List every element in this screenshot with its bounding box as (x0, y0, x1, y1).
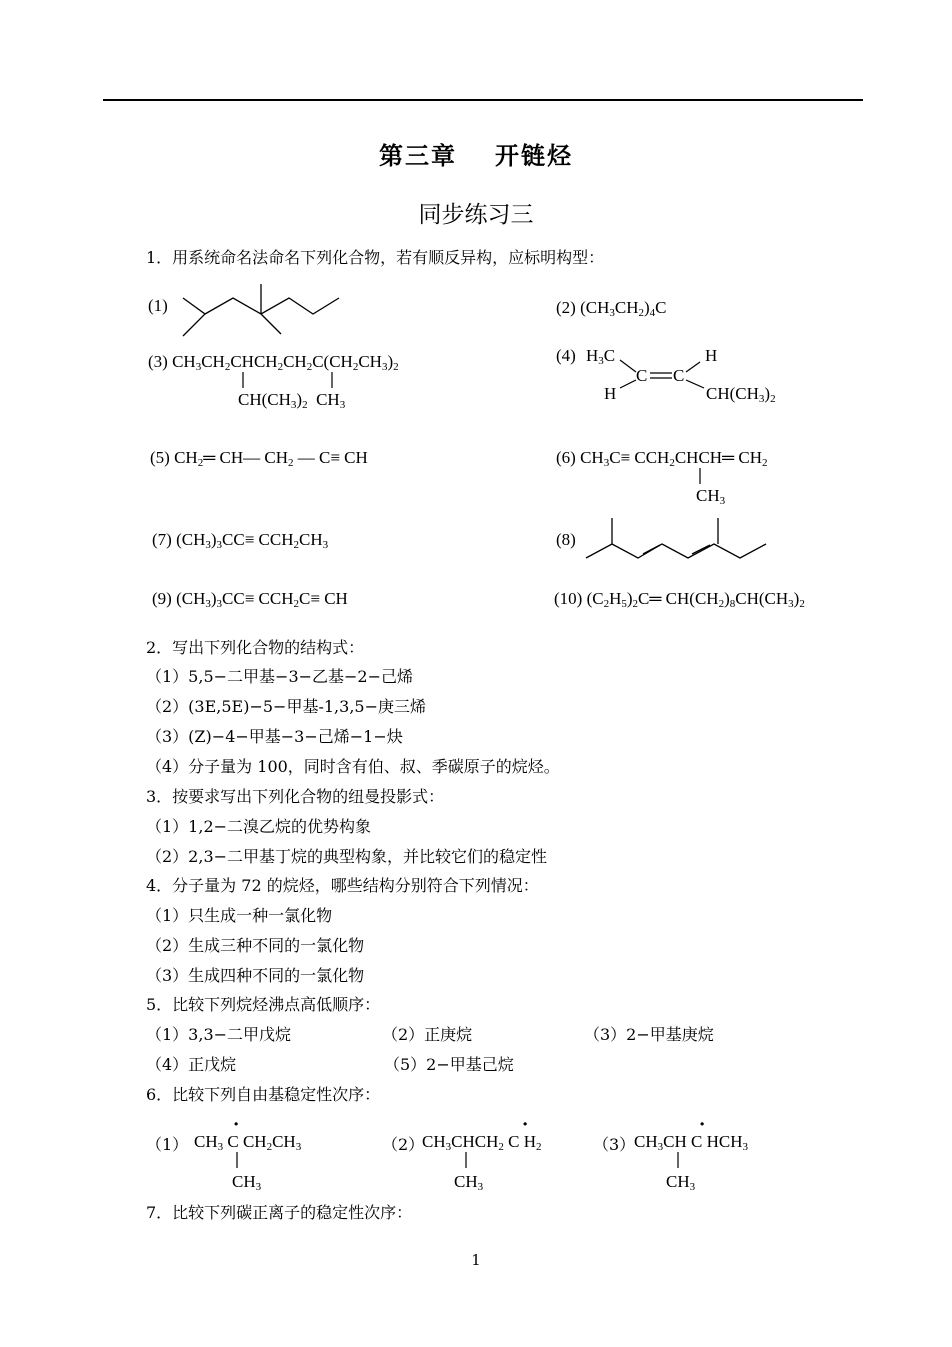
formula-9: (9) $(CH_3)_3CC\equiv CCH_2C\equiv$ CH (152, 589, 348, 610)
structure-1 (175, 280, 355, 340)
structure-4-cc: C (636, 366, 648, 385)
formula-5: (5) $CH_2═$ CH— $CH_2$ — C≡ CH (150, 448, 368, 469)
formula-3-substituents: $CH(CH_3)_2$ $CH_3$ (238, 390, 346, 411)
q7-prompt: 7．比较下列碳正离子的稳定性次序： (146, 1203, 413, 1222)
q2-item: （4）分子量为 100，同时含有伯、叔、季碳原子的烷烃。 (146, 757, 560, 776)
q6-label-2: （2） (382, 1135, 425, 1154)
structure-4-h-left: H (604, 384, 617, 403)
radical-dot: · (699, 1114, 706, 1135)
q5-item: （5）2−甲基己烷 (384, 1055, 514, 1074)
q5-item: （4）正戊烷 (146, 1055, 237, 1074)
radical-2: $CH_3CHCH_2$ C $H_2$ (422, 1132, 542, 1153)
structure-3-bonds (238, 370, 348, 392)
q5-prompt: 5．比较下列烷烃沸点高低顺序： (146, 995, 381, 1014)
q4-item: （1）只生成一种一氯化物 (146, 906, 333, 925)
formula-6-methyl: $CH_3$ (696, 486, 726, 507)
radical-1-methyl: $CH_3$ (232, 1172, 262, 1193)
q3-item: （2）2,3−二甲基丁烷的典型构象，并比较它们的稳定性 (146, 847, 548, 866)
formula-10: (10) $(C_2H_5)_2C═$ $CH(CH_2)_8CH(CH_3)_2$ (554, 589, 805, 610)
q3-prompt: 3．按要求写出下列化合物的纽曼投影式： (146, 787, 445, 806)
q2-item: （2）(3E,5E)−5−甲基-1,3,5−庚三烯 (146, 697, 426, 716)
q1-label-1: (1) (148, 296, 168, 315)
radical-1: $CH_3$ C $CH_2CH_3$ (194, 1132, 302, 1153)
q5-item: （1）3,3−二甲戊烷 (146, 1025, 292, 1044)
structure-4-cc2: C (673, 366, 685, 385)
q1-label-8: (8) (556, 530, 576, 549)
radical-3: $CH_3CH$ C $HCH_3$ (634, 1132, 748, 1153)
radical-dot: · (522, 1114, 529, 1135)
q4-item: （3）生成四种不同的一氯化物 (146, 966, 365, 985)
formula-2: (2) $(CH_3CH_2)_4C$ (556, 298, 667, 319)
radical-2-bond (461, 1150, 471, 1170)
radical-dot: · (233, 1114, 240, 1135)
q3-item: （1）1,2−二溴乙烷的优势构象 (146, 817, 372, 836)
structure-4-bonds (600, 350, 720, 400)
chapter-title: 第三章 开链烃 (379, 142, 573, 170)
page-number: 1 (471, 1251, 481, 1269)
q5-item: （3）2−甲基庚烷 (584, 1025, 714, 1044)
q1-prompt: 1．用系统命名法命名下列化合物，若有顺反异构，应标明构型： (146, 248, 605, 267)
q2-item: （1）5,5−二甲基−3−乙基−2−己烯 (146, 667, 414, 686)
q6-prompt: 6．比较下列自由基稳定性次序： (146, 1085, 381, 1104)
structure-4-ch: $CH(CH_3)_2$ (706, 384, 776, 405)
formula-3: (3) $CH_3CH_2CHCH_2CH_2C(CH_2CH_3)_2$ (148, 352, 399, 373)
q4-prompt: 4．分子量为 72 的烷烃，哪些结构分别符合下列情况： (146, 876, 539, 895)
q4-item: （2）生成三种不同的一氯化物 (146, 936, 365, 955)
q5-item: （2）正庚烷 (382, 1025, 473, 1044)
formula-7: (7) $(CH_3)_3CC\equiv CCH_2CH_3$ (152, 530, 329, 551)
radical-1-bond (232, 1150, 242, 1170)
section-title: 同步练习三 (418, 202, 534, 228)
radical-3-methyl: $CH_3$ (666, 1172, 696, 1193)
radical-3-bond (673, 1150, 683, 1170)
radical-2-methyl: $CH_3$ (454, 1172, 484, 1193)
formula-6: (6) $CH_3C\equiv$ $CCH_2CHCH═$ $CH_2$ (556, 448, 768, 469)
structure-6-bond (695, 466, 705, 486)
q1-label-4: (4) (556, 346, 576, 365)
header-rule (103, 99, 863, 101)
structure-4-h-right: H (705, 346, 718, 365)
q2-item: （3）(Z)−4−甲基−3−己烯−1−炔 (146, 727, 403, 746)
q2-prompt: 2．写出下列化合物的结构式： (146, 638, 365, 657)
q6-label-3: （3） (593, 1135, 636, 1154)
structure-8 (582, 512, 774, 564)
q6-label-1: （1） (146, 1135, 189, 1154)
structure-4-h3c: $H_3C$ (586, 346, 616, 367)
